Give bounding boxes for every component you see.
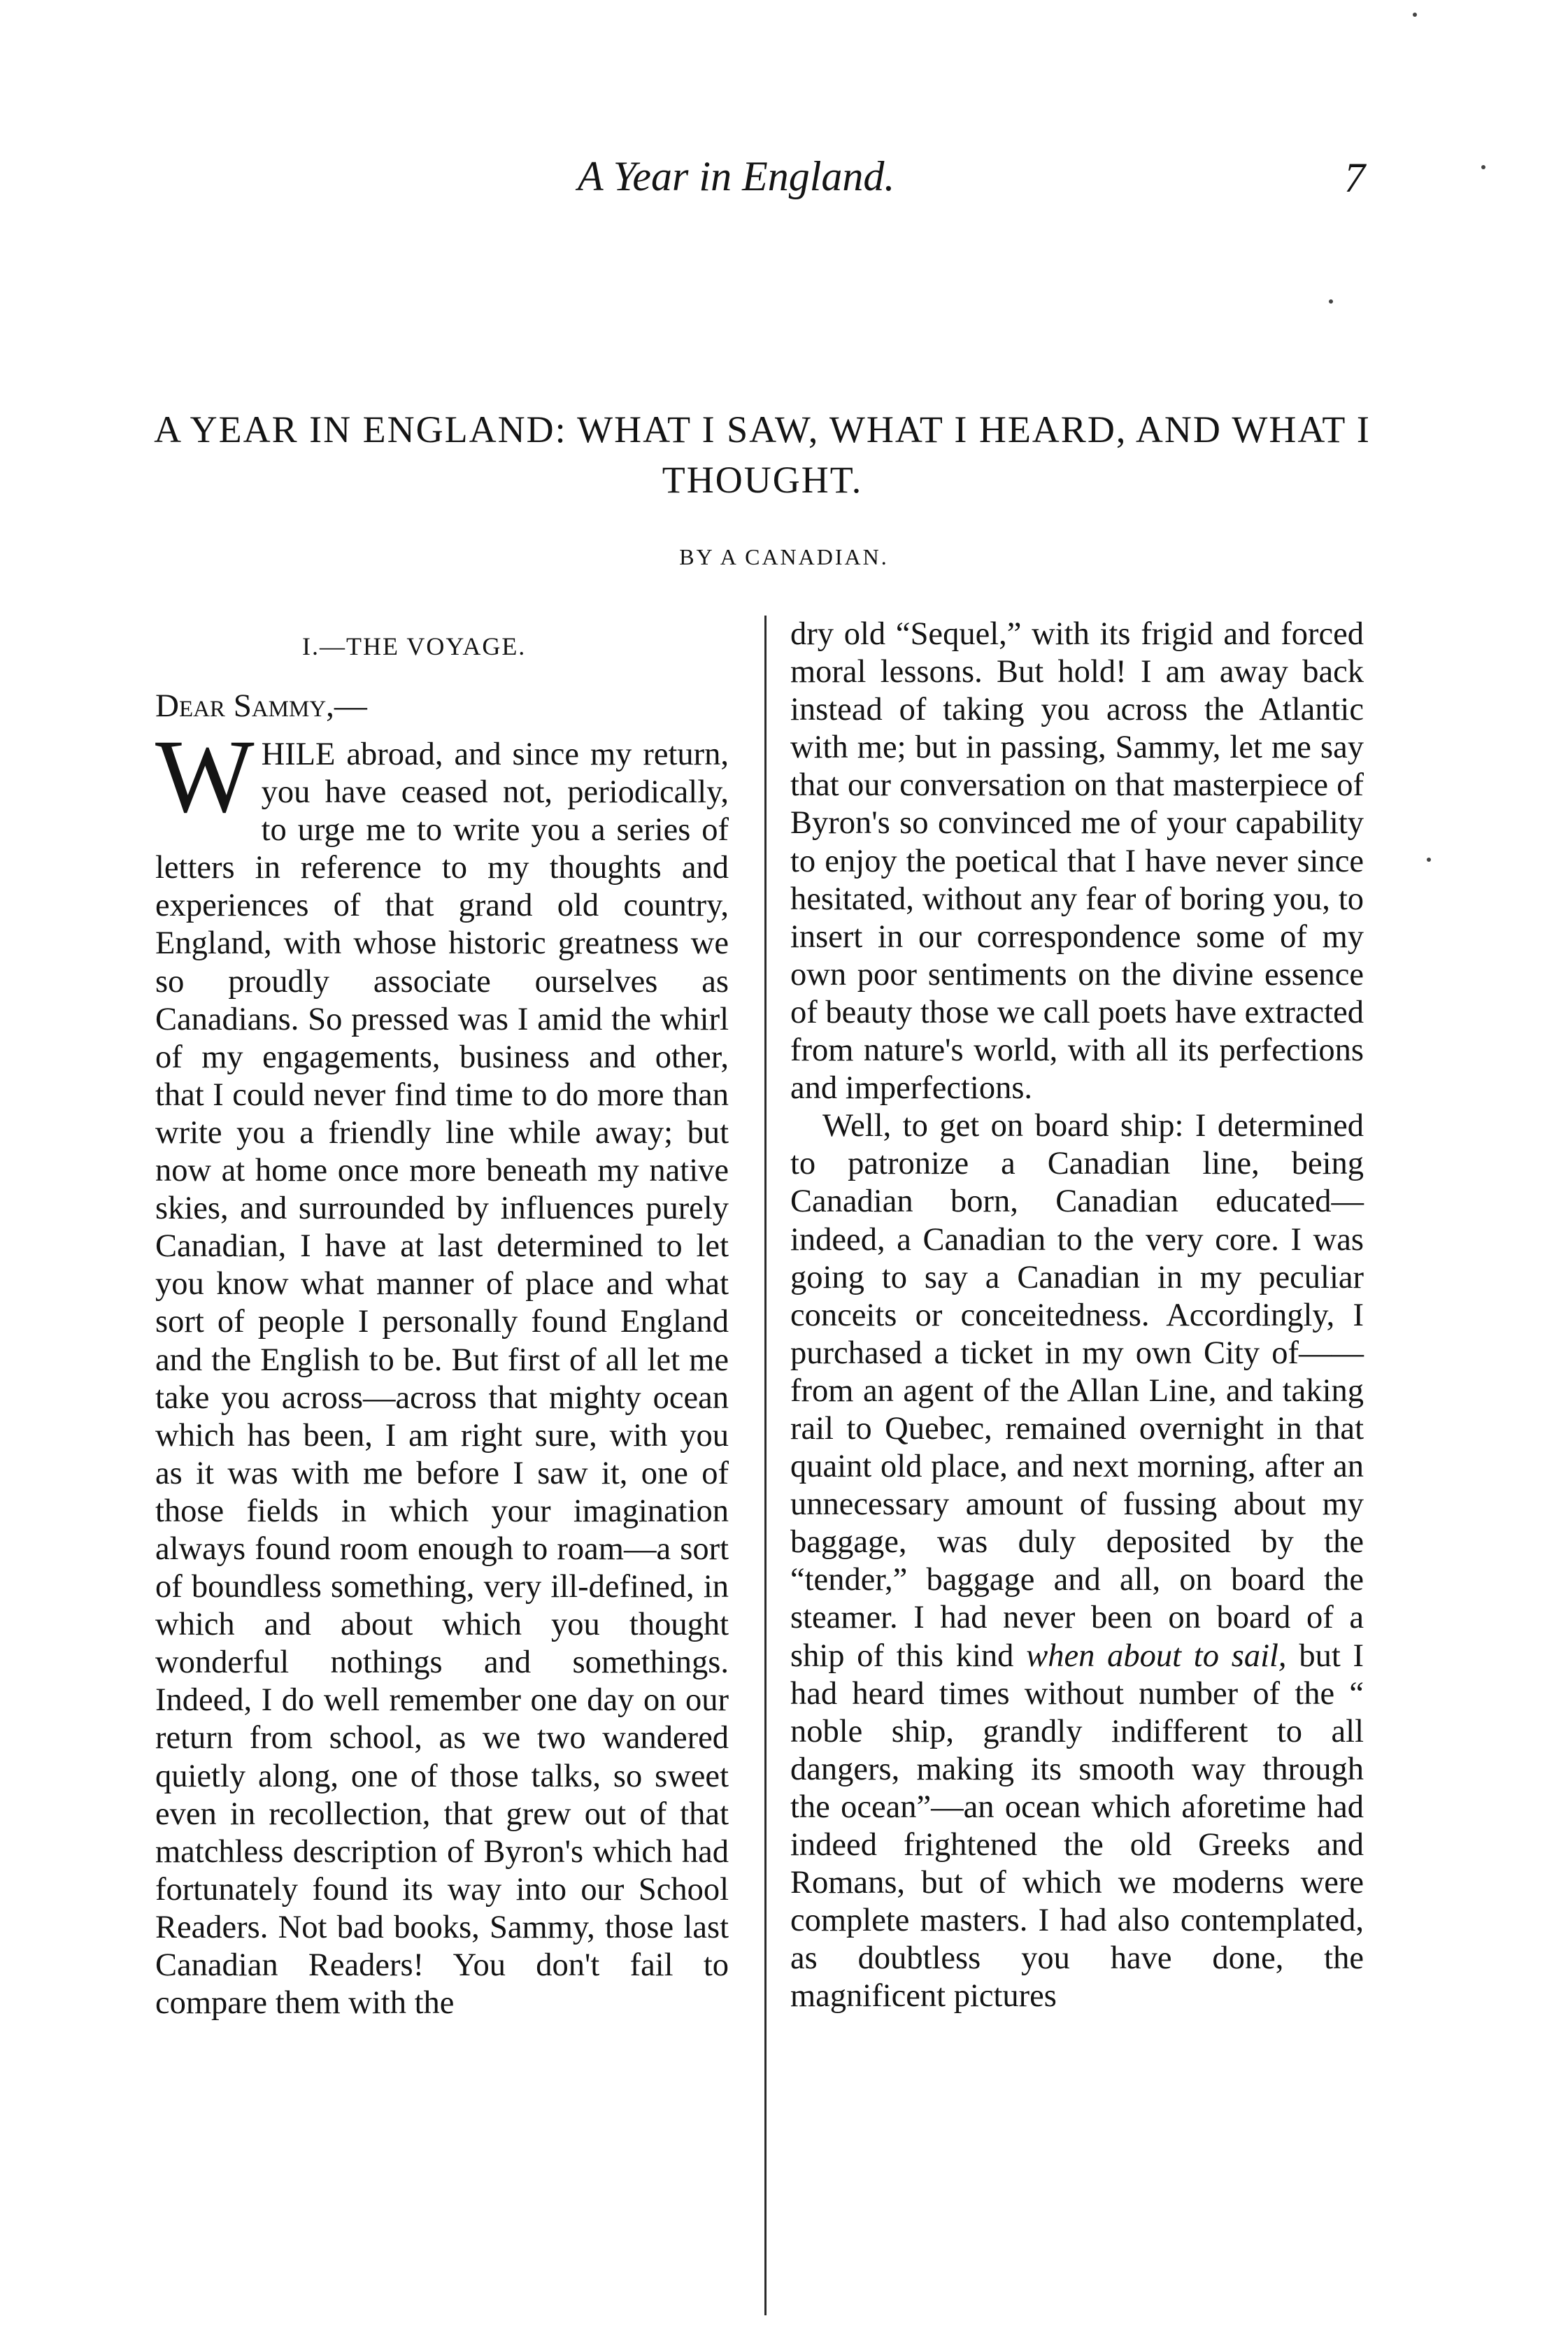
paragraph-1-continued: dry old “Sequel,” with its frigid and forced moral lessons. But hold! I am away back instead of taking you across the Atlantic with me; but in passing, Sammy, let me say that our conversation on that masterpiece of Byron's so convinced me of your capability to enjoy the poetical that I have never since hesitated, without any fear of boring you, to insert in our correspondence some of my own poor sentiments on the divine essence of beauty those we call poets have extracted from nature's world, with all its perfections and imperfections. [790, 616, 1364, 1107]
paragraph-2-text-a: Well, to get on board ship: I determined to patronize a Canadian line, being Canadian born, Canadian educated—indeed, a Canadian to the very core. I was going to say a Canadian in my peculiar conceits or conceitedness. Accordingly, I purchased a ticket in my own City of—— from an agent of the Allan Line, and taking rail to Quebec, remained overnight in that quaint old place, and next morning, after an unnecessary amount of fussing about my baggage, was duly deposited by the “tender,” baggage and all, on board the steamer. I had never been on board of a ship of this kind [790, 1108, 1364, 1674]
paragraph-2-text-b: but I had heard times without number of the “ noble ship, grandly indifferent to all dangers, making its smooth way through the ocean”—an ocean which aforetime had indeed frightened the old Greeks and Romans, but of which we moderns were complete masters. I had also contemplated, as doubtless you have done, the magnificent pictures [790, 1638, 1364, 2015]
speck-mark [1329, 299, 1333, 304]
running-title: A Year in England. [578, 153, 895, 199]
section-heading: I.—THE VOYAGE. [302, 632, 527, 660]
paragraph-2 [790, 1107, 1364, 2015]
page-number: 7 [1344, 155, 1365, 201]
speck-mark [1481, 165, 1485, 169]
byline: BY A CANADIAN. [679, 544, 889, 569]
speck-mark [1413, 13, 1417, 17]
paragraph-1-left-text: HILE abroad, and since my return, you have ceased not, periodically, to urge me to write you a series of letters in reference to my thoughts and experiences of that grand old country, England, with whose historic greatness we so proudly associate ourselves as Canadians. So pressed was I amid the whirl of my engagements, business and other, that I could never find time to do more than write you a friendly line while away; but now at home once more beneath my native skies, and surrounded by influences purely Canadian, I have at last determined to let you know what manner of place and what sort of people I personally found England and the English to be. But first of all let me take you across—across that mighty ocean which has been, I am right sure, with you as it was with me before I saw it, one of those fields in which your imagination always found room enough to roam—a sort of boundless something, very ill-defined, in which and about which you thought wonderful nothings and somethings. Indeed, I do well remember one day on our return from school, as we two wandered quietly along, one of those talks, so sweet even in recollection, that grew out of that matchless description of Byron's which had fortunately found its way into our School Readers. Not bad books, Sammy, those last Canadian Readers! You don't fail to compare them with the [155, 737, 729, 2022]
left-column [155, 616, 729, 2022]
speck-mark [1427, 858, 1431, 862]
body-paragraph-left [155, 718, 729, 2022]
right-column [790, 616, 1364, 2015]
paragraph-2-italic: when about to sail, [1026, 1638, 1287, 1674]
drop-cap: W [155, 718, 255, 834]
salutation: Dear Sammy,— [155, 688, 367, 724]
column-rule [764, 616, 767, 2315]
article-title: A YEAR IN ENGLAND: WHAT I SAW, WHAT I HEARD, AND WHAT I THOUGHT. [154, 409, 1371, 501]
